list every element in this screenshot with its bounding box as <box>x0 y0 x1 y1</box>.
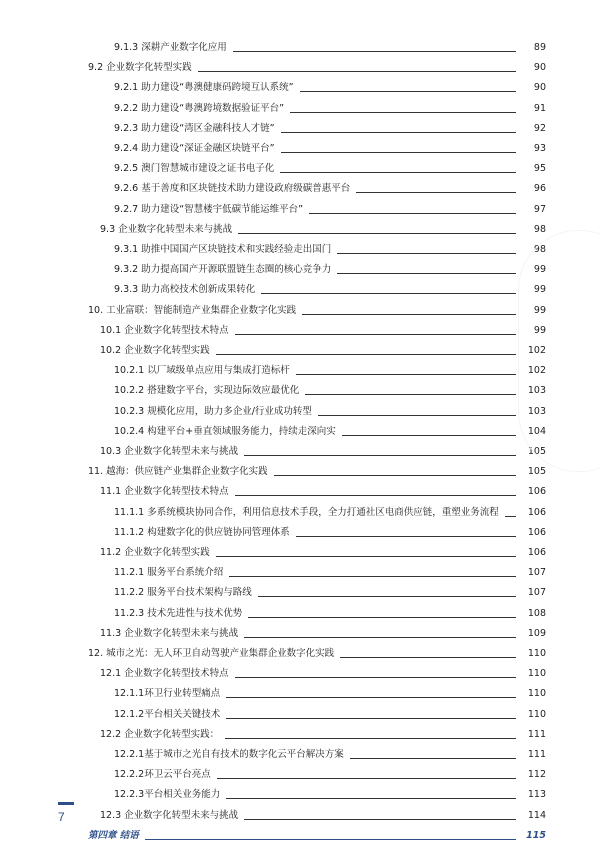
toc-entry-page: 99 <box>533 324 546 336</box>
toc-leader-line <box>261 293 516 294</box>
toc-entry-page: 107 <box>527 587 546 599</box>
toc-leader-line <box>309 213 516 214</box>
toc-entry-page: 90 <box>533 82 546 94</box>
toc-entry[interactable] <box>100 666 546 682</box>
toc-leader-line <box>226 697 516 698</box>
toc-entry-label: 9.1.3 深耕产业数字化应用 <box>114 42 227 53</box>
toc-entry-label: 10.2.2 搭建数字平台，实现边际效应最优化 <box>114 385 300 397</box>
toc-entry[interactable] <box>114 40 546 56</box>
toc-entry-page: 106 <box>527 526 546 538</box>
toc-entry[interactable] <box>114 525 546 541</box>
toc-entry-label: 10.1 企业数字化转型技术特点 <box>100 324 229 336</box>
page-number: 7 <box>58 810 65 824</box>
toc-entry-page: 105 <box>527 446 546 457</box>
toc-leader-line <box>216 556 516 557</box>
toc-entry[interactable] <box>114 383 546 399</box>
toc-entry[interactable] <box>114 101 546 117</box>
toc-leader-line <box>217 778 516 779</box>
toc-entry-label: 第四章 结语 <box>88 829 139 841</box>
toc-entry-label: 11.1 企业数字化转型技术特点 <box>100 486 229 498</box>
toc-entry-page: 96 <box>533 183 546 195</box>
toc-leader-line <box>235 334 516 335</box>
toc-entry-page: 113 <box>527 789 546 801</box>
toc-entry-label: 11.3 企业数字化转型未来与挑战 <box>100 627 239 639</box>
toc-entry[interactable] <box>114 282 546 298</box>
toc-entry[interactable] <box>114 202 546 218</box>
footer-accent-bar <box>58 802 74 805</box>
toc-entry[interactable] <box>114 707 546 723</box>
toc-leader-line <box>280 172 516 173</box>
toc-entry-label: 12.2.2环卫云平台亮点 <box>114 769 211 781</box>
toc-entry[interactable] <box>100 808 546 824</box>
toc-entry-label: 9.2.1 助力建设“粤澳健康码跨境互认系统” <box>114 82 294 94</box>
toc-entry[interactable] <box>114 161 546 177</box>
toc-entry-page: 110 <box>527 648 546 659</box>
toc-entry[interactable] <box>88 646 546 662</box>
toc-leader-line <box>235 495 516 496</box>
toc-entry[interactable] <box>114 404 546 420</box>
toc-entry-page: 99 <box>533 304 546 316</box>
toc-leader-line <box>296 374 516 375</box>
toc-entry[interactable] <box>114 121 546 137</box>
toc-entry[interactable] <box>88 828 546 844</box>
toc-leader-line <box>235 677 516 678</box>
toc-entry-page: 115 <box>526 829 546 841</box>
toc-entry-page: 110 <box>527 708 546 720</box>
toc-entry-label: 9.3.3 助力高校技术创新成果转化 <box>114 284 256 296</box>
toc-entry[interactable] <box>114 424 546 440</box>
toc-entry[interactable] <box>100 727 546 743</box>
toc-entry-page: 111 <box>527 728 546 740</box>
toc-entry[interactable] <box>100 222 546 238</box>
toc-entry[interactable] <box>88 60 546 76</box>
toc-entry-label: 12.1 企业数字化转型技术特点 <box>100 668 229 680</box>
toc-entry-page: 111 <box>527 749 546 760</box>
toc-entry-label: 9.2.3 助力建设“湾区金融科技人才链” <box>114 122 275 134</box>
toc-leader-line <box>300 91 516 92</box>
toc-entry-label: 10. 工业富联：智能制造产业集群企业数字化实践 <box>88 304 297 316</box>
toc-entry-page: 102 <box>527 365 546 377</box>
toc-entry[interactable] <box>114 363 546 379</box>
toc-entry-page: 106 <box>527 506 546 518</box>
toc-entry[interactable] <box>114 747 546 763</box>
toc-entry-page: 102 <box>527 345 546 356</box>
toc-leader-line <box>226 798 516 799</box>
toc-entry-label: 9.2.4 助力建设“深证金融区块链平台” <box>114 143 275 154</box>
toc-leader-line <box>244 819 516 820</box>
toc-leader-line <box>216 354 516 355</box>
toc-leader-line <box>244 455 516 456</box>
toc-entry[interactable] <box>114 80 546 96</box>
toc-entry[interactable] <box>100 343 546 359</box>
toc-entry[interactable] <box>114 606 546 622</box>
toc-leader-line <box>198 71 516 72</box>
toc-entry-label: 9.3.1 助推中国国产区块链技术和实践经验走出国门 <box>114 244 332 255</box>
toc-leader-line <box>290 112 516 113</box>
toc-entry-page: 112 <box>527 769 546 781</box>
toc-entry-label: 11.1.2 构建数字化的供应链协同管理体系 <box>114 526 290 538</box>
toc-entry-label: 12.1.1环卫行业转型痛点 <box>114 688 221 700</box>
toc-entry[interactable] <box>114 181 546 197</box>
toc-entry[interactable] <box>114 262 546 278</box>
toc-entry-page: 107 <box>527 567 546 579</box>
toc-leader-line <box>233 51 516 52</box>
toc-leader-line <box>238 233 516 234</box>
toc-leader-line <box>248 617 516 618</box>
toc-entry-label: 10.2.4 构建平台+垂直领域服务能力，持续走深向实 <box>114 425 336 437</box>
toc-entry[interactable] <box>114 242 546 258</box>
toc-entry[interactable] <box>114 686 546 702</box>
toc-entry[interactable] <box>100 323 546 339</box>
toc-entry-label: 12.3 企业数字化转型未来与挑战 <box>100 809 239 821</box>
toc-leader-line <box>356 192 516 193</box>
toc-entry-label: 10.2.1 以厂域级单点应用与集成打造标杆 <box>114 365 290 377</box>
toc-entry[interactable] <box>114 767 546 783</box>
toc-entry[interactable] <box>88 464 546 480</box>
toc-entry[interactable] <box>114 787 546 803</box>
toc-entry-label: 11.2.2 服务平台技术架构与路线 <box>114 587 252 599</box>
toc-leader-line <box>281 132 516 133</box>
toc-leader-line <box>340 657 516 658</box>
toc-leader-line <box>318 415 516 416</box>
toc-entry-page: 103 <box>527 405 546 417</box>
toc-entry[interactable] <box>100 484 546 500</box>
toc-leader-line <box>350 758 516 759</box>
toc-entry-label: 10.3 企业数字化转型未来与挑战 <box>100 446 239 457</box>
toc-entry-label: 9.2.2 助力建设“粤澳跨境数据验证平台” <box>114 102 285 114</box>
toc-entry-label: 10.2 企业数字化转型实践 <box>100 345 210 356</box>
toc-entry-page: 110 <box>527 668 546 680</box>
toc-leader-line <box>337 273 516 274</box>
toc-entry-page: 89 <box>533 42 546 53</box>
toc-entry-label: 11.1.1 多系统模块协同合作，利用信息技术手段，全力打通社区电商供应链，重塑业务流程 <box>114 506 499 518</box>
toc-entry-page: 114 <box>527 809 546 821</box>
toc-entry-label: 9.2.7 助力建设“智慧楼宇低碳节能运维平台” <box>114 203 304 215</box>
toc-entry-label: 12.1.2平台相关关键技术 <box>114 708 221 720</box>
toc-entry[interactable] <box>114 505 546 521</box>
toc-entry-label: 12.2.1基于城市之光自有技术的数字化云平台解决方案 <box>114 749 344 760</box>
toc-entry-label: 12.2.3平台相关业务能力 <box>114 789 221 801</box>
toc-entry-label: 9.2 企业数字化转型实践 <box>88 62 192 74</box>
toc-leader-line <box>337 253 516 254</box>
toc-entry-page: 106 <box>527 547 546 558</box>
toc-leader-line <box>274 475 516 476</box>
toc-leader-line <box>305 394 516 395</box>
toc-entry-page: 106 <box>527 486 546 498</box>
toc-entry-label: 9.2.6 基于善度和区块链技术助力建设政府级碳普惠平台 <box>114 183 351 195</box>
toc-entry-page: 92 <box>533 122 546 134</box>
toc-entry-page: 99 <box>533 264 546 276</box>
toc-entry-page: 110 <box>527 688 546 700</box>
toc-leader-line <box>296 536 516 537</box>
toc-entry-page: 105 <box>527 466 546 478</box>
toc-entry-label: 11. 越海：供应链产业集群企业数字化实践 <box>88 466 268 478</box>
toc-entry-page: 90 <box>533 62 546 74</box>
toc-entry[interactable] <box>114 565 546 581</box>
toc-entry[interactable] <box>100 626 546 642</box>
toc-entry-page: 109 <box>527 627 546 639</box>
toc-leader-line <box>225 738 516 739</box>
decorative-outline <box>518 230 600 472</box>
toc-entry[interactable] <box>114 141 546 157</box>
toc-entry-page: 98 <box>533 223 546 235</box>
toc-leader-line <box>281 152 516 153</box>
toc-entry-label: 9.3.2 助力提高国产开源联盟链生态圈的核心竞争力 <box>114 264 332 276</box>
toc-entry-label: 9.2.5 澳门智慧城市建设之证书电子化 <box>114 163 275 175</box>
toc-entry-page: 104 <box>527 425 546 437</box>
toc-entry-label: 10.2.3 规模化应用，助力多企业/行业成功转型 <box>114 405 312 417</box>
toc-leader-line <box>505 516 516 517</box>
toc-entry[interactable] <box>114 585 546 601</box>
toc-leader-line <box>229 576 516 577</box>
toc-entry-page: 98 <box>533 244 546 255</box>
toc-entry-page: 97 <box>533 203 546 215</box>
toc-entry-page: 95 <box>533 163 546 175</box>
toc-entry-label: 11.2 企业数字化转型实践 <box>100 547 210 558</box>
toc-entry[interactable] <box>88 303 546 319</box>
toc-leader-line <box>145 839 516 840</box>
toc-entry-page: 93 <box>533 143 546 154</box>
toc-entry-label: 11.2.1 服务平台系统介绍 <box>114 567 224 579</box>
toc-entry-page: 103 <box>527 385 546 397</box>
toc-entry-page: 91 <box>533 102 546 114</box>
toc-entry-page: 108 <box>527 607 546 619</box>
toc-entry-label: 11.2.3 技术先进性与技术优势 <box>114 607 243 619</box>
toc-leader-line <box>342 435 516 436</box>
toc-leader-line <box>244 637 516 638</box>
toc-leader-line <box>258 596 516 597</box>
toc-entry-label: 12.2 企业数字化转型实践： <box>100 728 220 740</box>
toc-entry-label: 9.3 企业数字化转型未来与挑战 <box>100 223 233 235</box>
toc-entry-label: 12. 城市之光：无人环卫自动驾驶产业集群企业数字化实践 <box>88 648 335 659</box>
toc-entry-page: 99 <box>533 284 546 296</box>
toc-leader-line <box>226 718 516 719</box>
toc-leader-line <box>302 314 516 315</box>
toc-entry[interactable] <box>100 444 546 460</box>
toc-entry[interactable] <box>100 545 546 561</box>
